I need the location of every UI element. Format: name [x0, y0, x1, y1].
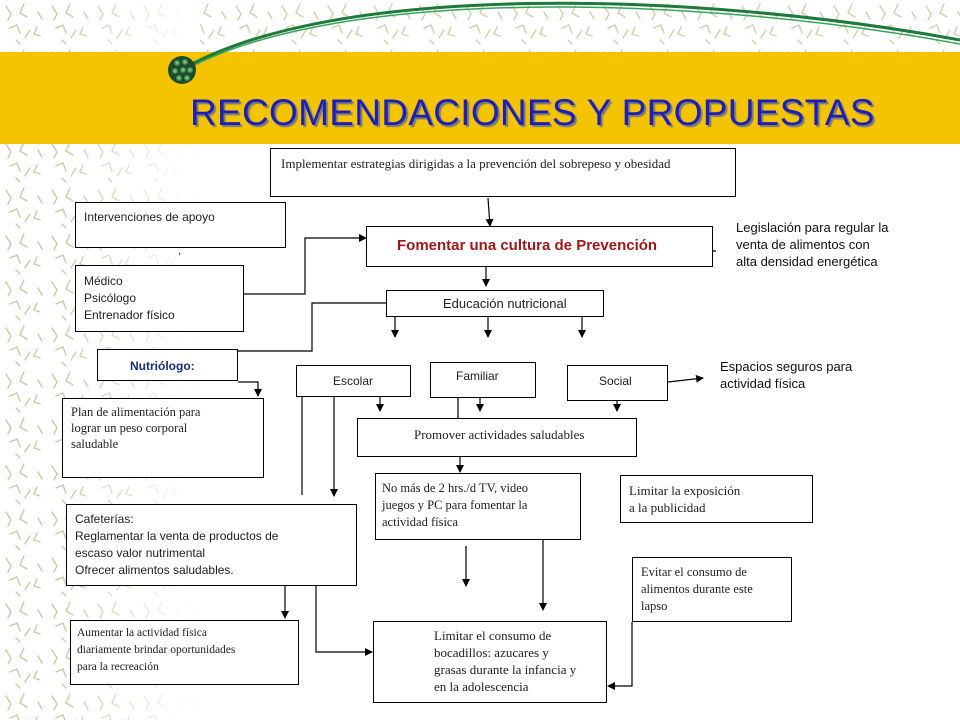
slide-title: RECOMENDACIONES Y PROPUESTAS	[190, 92, 875, 133]
meal-plan-line-2: lograr un peso corporal	[71, 421, 188, 435]
family-text: Familiar	[456, 369, 499, 383]
nutritionist-text: Nutriólogo:	[130, 359, 195, 373]
screen-time-box	[375, 473, 581, 540]
avoid-snacks-line-3: lapso	[641, 599, 668, 613]
physical-activity-line-2: diariamente brindar oportunidades	[77, 644, 236, 656]
limit-snacks-box	[373, 621, 607, 703]
avoid-snacks-line-1: Evitar el consumo de	[641, 565, 747, 579]
school-box	[296, 365, 411, 397]
legislation-line-1: Legislación para regular la	[736, 220, 889, 235]
advertising-box	[620, 475, 813, 523]
avoid-snacks-box	[632, 557, 792, 622]
legislation-note	[736, 219, 888, 270]
cafeterias-line-2: Reglamentar la venta de productos de	[75, 529, 279, 543]
meal-plan-line-1: Plan de alimentación para	[71, 405, 201, 419]
screen-time-line-2: juegos y PC para fomentar la	[382, 498, 528, 512]
nutrition-education-box	[386, 290, 604, 317]
stray-comma: ,	[178, 246, 181, 257]
meal-plan-box	[62, 398, 264, 478]
limit-snacks-line-1: Limitar el consumo de	[434, 628, 552, 643]
cafeterias-box	[66, 504, 357, 586]
screen-time-line-1: No más de 2 hrs./d TV, video	[382, 481, 529, 495]
prevention-culture-text: Fomentar una cultura de Prevención	[397, 237, 658, 254]
physical-activity-line-3: para la recreación	[77, 661, 159, 673]
professional-trainer: Entrenador físico	[84, 308, 175, 322]
social-text: Social	[599, 374, 632, 388]
professional-doctor: Médico	[84, 274, 123, 288]
school-text: Escolar	[333, 374, 374, 388]
strategy-text: Implementar estrategias dirigidas a la prevención del sobrepeso y obesidad	[281, 156, 671, 171]
social-box	[567, 365, 668, 401]
physical-activity-line-1: Aumentar la actividad física	[77, 627, 207, 639]
nutrition-education-text: Educación nutricional	[443, 296, 567, 311]
promote-activities-text: Promover actividades saludables	[414, 427, 585, 442]
physical-activity-box	[70, 620, 299, 685]
meal-plan-line-3: saludable	[71, 437, 119, 451]
advertising-line-2: a la publicidad	[629, 500, 706, 515]
legislation-line-2: venta de alimentos con	[736, 237, 870, 252]
limit-snacks-line-2: bocadillos: azucares y	[434, 645, 549, 660]
safe-spaces-line-2: actividad física	[720, 376, 806, 391]
advertising-line-1: Limitar la exposición	[629, 483, 741, 498]
screen-time-line-3: actividad física	[382, 515, 459, 529]
legislation-line-3: alta densidad energética	[736, 254, 878, 269]
safe-spaces-note	[720, 358, 852, 392]
nutritionist-box	[97, 349, 238, 381]
professional-psychologist: Psicólogo	[84, 291, 137, 305]
strategy-box	[270, 148, 736, 197]
support-interventions-box	[75, 202, 286, 248]
limit-snacks-line-3: grasas durante la infancia y	[434, 662, 577, 677]
cafeterias-line-4: Ofrecer alimentos saludables.	[75, 563, 234, 577]
family-box	[430, 362, 536, 398]
cafeterias-line-3: escaso valor nutrimental	[75, 546, 206, 560]
support-interventions-text: Intervenciones de apoyo	[84, 210, 215, 224]
professionals-box	[75, 265, 244, 332]
cafeterias-line-1: Cafeterías:	[75, 512, 134, 526]
promote-activities-box	[357, 418, 637, 457]
limit-snacks-line-4: en la adolescencia	[434, 679, 529, 694]
avoid-snacks-line-2: alimentos durante este	[641, 582, 753, 596]
safe-spaces-line-1: Espacios seguros para	[720, 359, 853, 374]
prevention-culture-box	[366, 226, 713, 267]
